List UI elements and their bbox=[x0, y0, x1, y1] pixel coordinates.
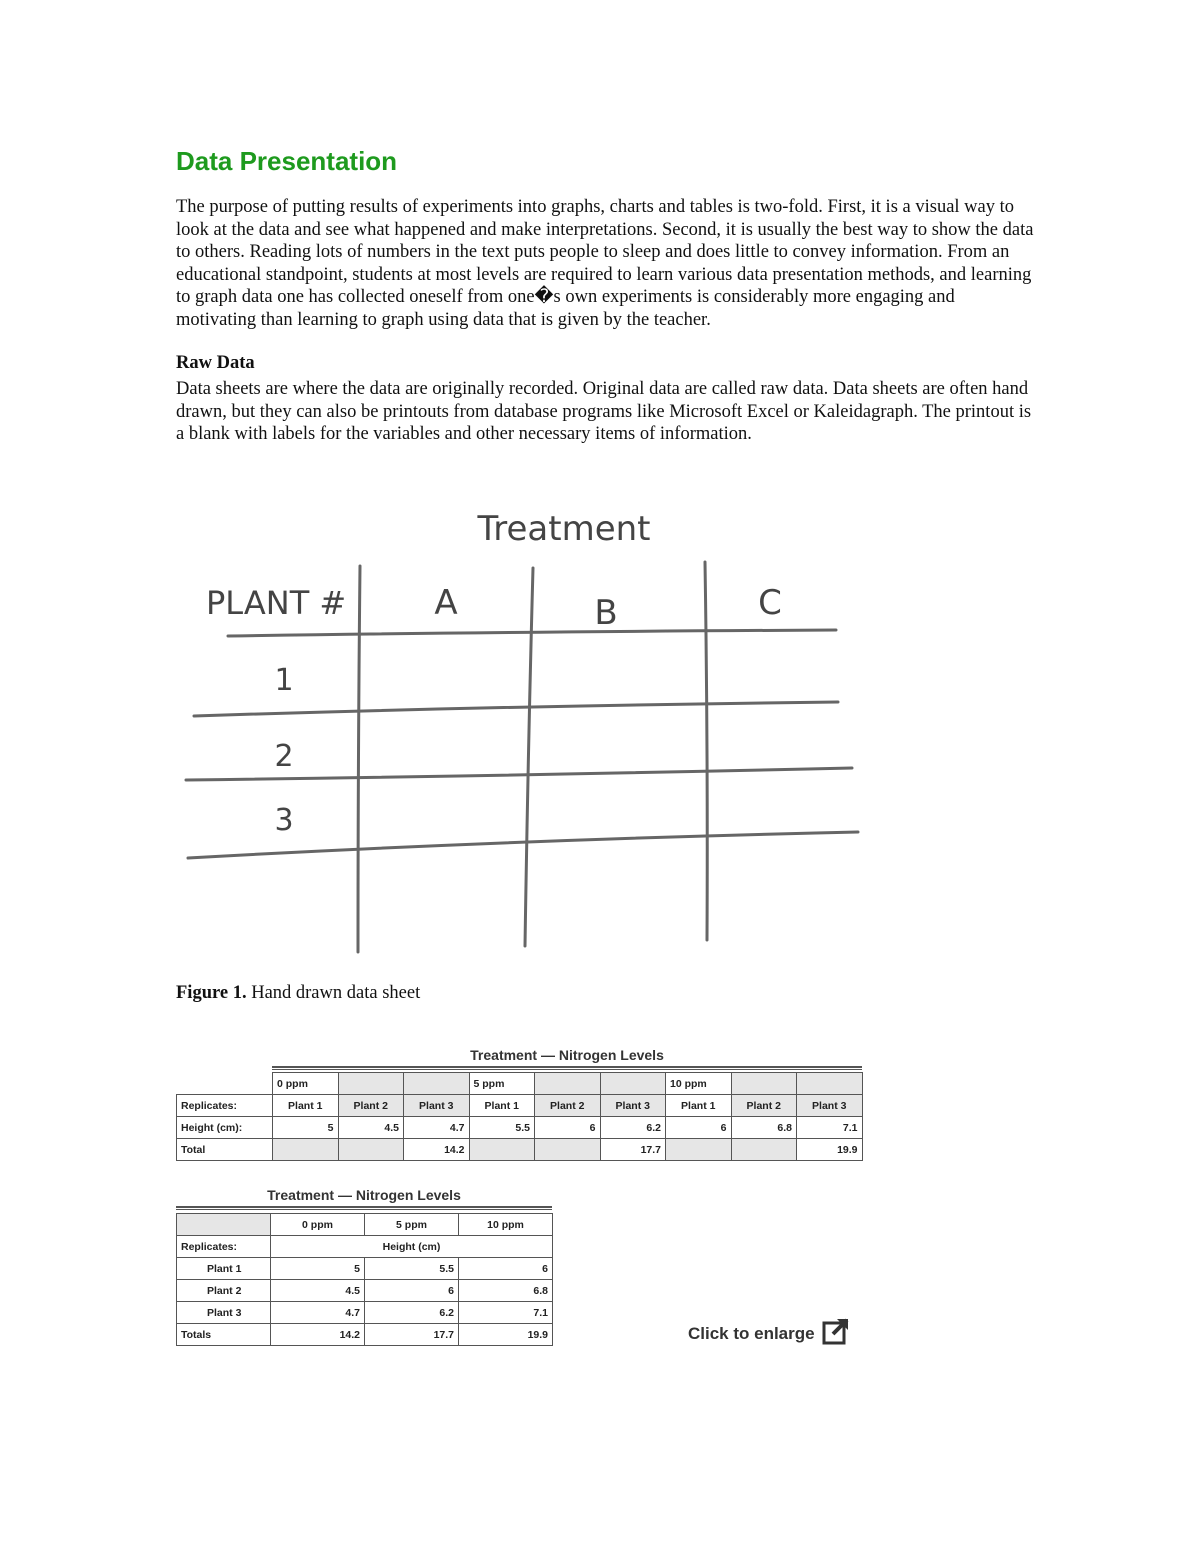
table-cell: 19.9 bbox=[797, 1139, 863, 1161]
table-cell: 5 bbox=[273, 1117, 339, 1139]
table-cell: Total bbox=[177, 1139, 273, 1161]
intro-paragraph: The purpose of putting results of experiments into graphs, charts and tables is two-fold. First, it is a visual way to look at the data and see what happened and make interpretations. Second, it is usually the best way to show the data to others. Reading lots of numbers in the text puts people to sleep and does little to convey information. From an educational standpoint, students at most levels are required to learn various data presentation methods, and learning to graph data one has collected oneself from one�s own experiments is considerably more engaging and motivating than learning to graph using data that is given by the teacher. bbox=[176, 197, 1034, 330]
table-cell bbox=[469, 1139, 535, 1161]
table-row bbox=[177, 1258, 553, 1280]
table-cell: 6.2 bbox=[365, 1302, 459, 1324]
table-cell: 4.7 bbox=[271, 1302, 365, 1324]
table-cell: 6.8 bbox=[731, 1117, 797, 1139]
table-row bbox=[177, 1214, 553, 1236]
table-cell: Plant 3 bbox=[600, 1095, 666, 1117]
table-cell bbox=[177, 1214, 271, 1236]
table-row bbox=[177, 1236, 553, 1258]
sketch-col-c: C bbox=[758, 583, 782, 623]
table-cell: 10 ppm bbox=[666, 1073, 732, 1095]
hand-drawn-data-sheet bbox=[176, 500, 866, 960]
table-cell: Plant 1 bbox=[469, 1095, 535, 1117]
table-cell bbox=[273, 1139, 339, 1161]
table-row bbox=[177, 1073, 863, 1095]
table-row bbox=[177, 1095, 863, 1117]
table-cell: Plant 3 bbox=[177, 1302, 271, 1324]
table-cell: 5 ppm bbox=[469, 1073, 535, 1095]
table2-rule bbox=[176, 1206, 552, 1210]
table-cell bbox=[535, 1139, 601, 1161]
table-cell bbox=[338, 1073, 404, 1095]
sketch-row-1: 1 bbox=[274, 663, 294, 698]
table-cell: 6.2 bbox=[600, 1117, 666, 1139]
table-cell: 4.5 bbox=[271, 1280, 365, 1302]
table-cell bbox=[797, 1073, 863, 1095]
table-cell bbox=[338, 1139, 404, 1161]
enlarge-label: Click to enlarge bbox=[688, 1323, 815, 1343]
table-cell: Plant 1 bbox=[177, 1258, 271, 1280]
sketch-row-3: 3 bbox=[274, 803, 294, 838]
table-cell: Totals bbox=[177, 1324, 271, 1346]
table-cell: 14.2 bbox=[271, 1324, 365, 1346]
raw-data-paragraph: Data sheets are where the data are originally recorded. Original data are called raw data. Data sheets are often hand drawn, but they can also be printouts from database programs like Microsoft Excel or Kaleidagraph. The printout is a blank with labels for the variables and other necessary items of information. bbox=[176, 379, 1032, 445]
table-cell: 5.5 bbox=[365, 1258, 459, 1280]
table-cell bbox=[731, 1073, 797, 1095]
nitrogen-table-compact bbox=[176, 1213, 553, 1346]
table-cell: 4.7 bbox=[404, 1117, 470, 1139]
table-cell: Plant 2 bbox=[338, 1095, 404, 1117]
external-link-icon bbox=[821, 1316, 851, 1351]
table-cell: 10 ppm bbox=[459, 1214, 553, 1236]
table-cell: Plant 2 bbox=[731, 1095, 797, 1117]
table-cell: 14.2 bbox=[404, 1139, 470, 1161]
page-title: Data Presentation bbox=[176, 146, 398, 176]
table-row bbox=[177, 1280, 553, 1302]
table-cell bbox=[731, 1139, 797, 1161]
table-cell: 5 ppm bbox=[365, 1214, 459, 1236]
table-cell bbox=[177, 1073, 273, 1095]
table-cell: 19.9 bbox=[459, 1324, 553, 1346]
table-cell: Plant 2 bbox=[535, 1095, 601, 1117]
table-cell: Plant 3 bbox=[404, 1095, 470, 1117]
table-cell bbox=[666, 1139, 732, 1161]
table-row bbox=[177, 1302, 553, 1324]
sketch-col-a: A bbox=[434, 583, 458, 623]
figure-label: Figure 1. bbox=[176, 983, 247, 1003]
table-cell: 6 bbox=[666, 1117, 732, 1139]
table-cell: Replicates: bbox=[177, 1095, 273, 1117]
table-row bbox=[177, 1117, 863, 1139]
table-cell: 6 bbox=[459, 1258, 553, 1280]
sketch-row-2: 2 bbox=[274, 739, 294, 774]
table-cell: 17.7 bbox=[365, 1324, 459, 1346]
table-cell: Plant 3 bbox=[797, 1095, 863, 1117]
nitrogen-table-wide bbox=[176, 1072, 863, 1161]
table-cell: 5.5 bbox=[469, 1117, 535, 1139]
table-cell: 0 ppm bbox=[271, 1214, 365, 1236]
sketch-treatment-label: Treatment bbox=[477, 509, 651, 549]
table2-title: Treatment — Nitrogen Levels bbox=[267, 1187, 461, 1203]
table-cell: Plant 1 bbox=[273, 1095, 339, 1117]
raw-data-heading: Raw Data bbox=[176, 353, 255, 373]
table-cell: 0 ppm bbox=[273, 1073, 339, 1095]
table-cell: Replicates: bbox=[177, 1236, 271, 1258]
table-cell: 7.1 bbox=[797, 1117, 863, 1139]
sketch-col-b: B bbox=[594, 593, 618, 633]
table-cell: 6 bbox=[535, 1117, 601, 1139]
table-cell: Plant 1 bbox=[666, 1095, 732, 1117]
table-cell: Height (cm) bbox=[271, 1236, 553, 1258]
figure-caption bbox=[176, 983, 420, 1004]
figure-text: Hand drawn data sheet bbox=[251, 983, 421, 1003]
table-cell: 7.1 bbox=[459, 1302, 553, 1324]
table-cell: Height (cm): bbox=[177, 1117, 273, 1139]
table-cell bbox=[404, 1073, 470, 1095]
table1-title: Treatment — Nitrogen Levels bbox=[470, 1047, 664, 1063]
table-cell: 4.5 bbox=[338, 1117, 404, 1139]
table-cell: Plant 2 bbox=[177, 1280, 271, 1302]
sketch-plant-header: PLANT # bbox=[206, 584, 347, 622]
table-cell bbox=[535, 1073, 601, 1095]
table-cell: 5 bbox=[271, 1258, 365, 1280]
table-cell: 17.7 bbox=[600, 1139, 666, 1161]
table-cell: 6 bbox=[365, 1280, 459, 1302]
table-row bbox=[177, 1139, 863, 1161]
table-cell bbox=[600, 1073, 666, 1095]
table-cell: 6.8 bbox=[459, 1280, 553, 1302]
table1-rule bbox=[272, 1066, 862, 1070]
table-row bbox=[177, 1324, 553, 1346]
enlarge-link[interactable] bbox=[688, 1316, 851, 1351]
